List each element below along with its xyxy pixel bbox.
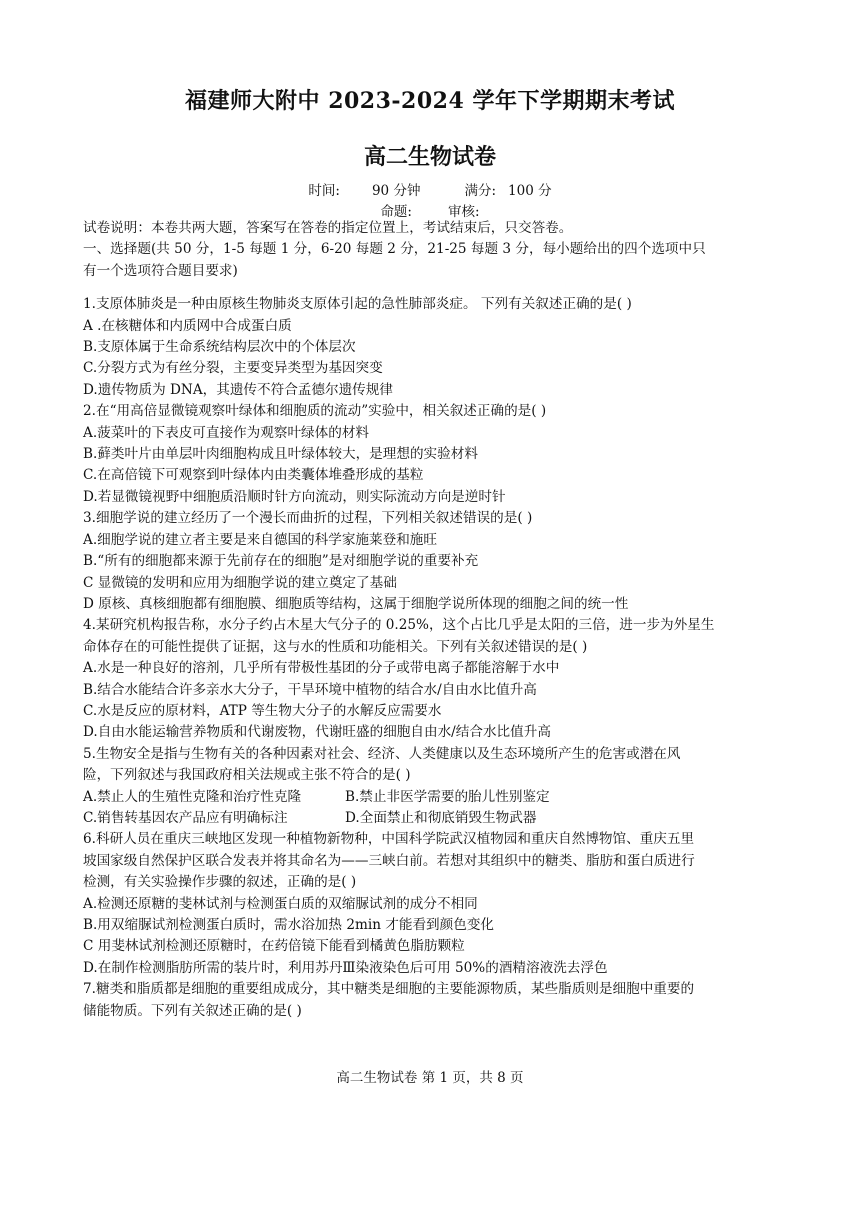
author-label: 命题: <box>380 204 412 220</box>
score-value: 100 分 <box>508 183 552 199</box>
question-stem-line1: 5.生物安全是指与生物有关的各种因素对社会、经济、人类健康以及生态环境所产生的危害或潜在风 <box>83 745 681 762</box>
question-stem: 1.支原体肺炎是一种由原核生物肺炎支原体引起的急性肺部炎症。 下列有关叙述正确的是( ) <box>83 296 632 313</box>
question-3 <box>83 508 775 615</box>
score-label: 满分: <box>464 183 497 199</box>
option-d: D 原核、真核细胞都有细胞膜、细胞质等结构，这属于细胞学说所体现的细胞之间的统一性 <box>83 595 629 612</box>
page-footer: 高二生物试卷 第 1 页，共 8 页 <box>336 1070 524 1086</box>
question-2 <box>83 401 775 508</box>
option-c: C.在高倍镜下可观察到叶绿体内由类囊体堆叠形成的基粒 <box>83 467 424 484</box>
section1-heading-line2: 有一个选项符合题目要求) <box>83 262 238 279</box>
option-b: B.“所有的细胞都来源于先前存在的细胞”是对细胞学说的重要补充 <box>83 553 479 570</box>
option-a: A.细胞学说的建立者主要是来自德国的科学家施莱登和施旺 <box>83 531 437 548</box>
option-d: D.在制作检测脂肪所需的装片时，利用苏丹Ⅲ染液染色后可用 50%的酒精溶液洗去浮色 <box>83 959 608 976</box>
option-c: C.分裂方式为有丝分裂，主要变异类型为基因突变 <box>83 360 383 377</box>
question-stem: 3.细胞学说的建立经历了一个漫长而曲折的过程，下列相关叙述错误的是( ) <box>83 510 533 527</box>
exam-time-score <box>0 179 860 199</box>
option-c: C 显微镜的发明和应用为细胞学说的建立奠定了基础 <box>83 574 397 591</box>
options-row <box>83 787 775 808</box>
question-stem-line1: 6.科研人员在重庆三峡地区发现一种植物新物种，中国科学院武汉植物园和重庆自然博物馆、重庆五里 <box>83 831 695 848</box>
question-7 <box>83 979 775 1022</box>
option-d: D.遗传物质为 DNA，其遗传不符合孟德尔遗传规律 <box>83 381 393 398</box>
question-stem-line2: 坡国家级自然保护区联合发表并将其命名为——三峡白前。若想对其组织中的糖类、脂肪和蛋白质进行 <box>83 852 695 869</box>
option-d: D.全面禁止和彻底销毁生物武器 <box>345 809 537 826</box>
option-c: C.水是反应的原材料，ATP 等生物大分子的水解反应需要水 <box>83 702 442 719</box>
reviewer-label: 审核: <box>448 204 480 220</box>
question-stem-line1: 4.某研究机构报告称，水分子约占木星大气分子的 0.25%，这个占比几乎是太阳的三倍，进一步为外星生 <box>83 617 715 634</box>
exam-subtitle: 高二生物试卷 <box>363 144 496 170</box>
option-a: A .在核糖体和内质网中合成蛋白质 <box>83 317 292 334</box>
time-value: 90 分钟 <box>371 183 421 199</box>
instructions: 试卷说明：本卷共两大题，答案写在答卷的指定位置上，考试结束后，只交答卷。 <box>83 220 573 236</box>
option-d: D.自由水能运输营养物质和代谢废物，代谢旺盛的细胞自由水/结合水比值升高 <box>83 724 551 741</box>
options-row <box>83 808 775 829</box>
option-c: C.销售转基因农产品应有明确标注 <box>83 809 288 826</box>
option-d: D.若显微镜视野中细胞质沿顺时针方向流动，则实际流动方向是逆时针 <box>83 488 506 505</box>
question-5 <box>83 744 775 830</box>
section1-heading-line1: 一、选择题(共 50 分，1-5 每题 1 分，6-20 每题 2 分，21-25 每题 3 分，每小题给出的四个选项中只 <box>83 241 706 258</box>
option-a: A.菠菜叶的下表皮可直接作为观察叶绿体的材料 <box>83 424 370 441</box>
option-b: B.用双缩脲试剂检测蛋白质时，需水浴加热 2min 才能看到颜色变化 <box>83 917 495 933</box>
time-label: 时间: <box>308 183 340 199</box>
question-6 <box>83 829 775 979</box>
option-a: A.检测还原糖的斐林试剂与检测蛋白质的双缩脲试剂的成分不相同 <box>83 895 478 912</box>
question-stem-line1: 7.糖类和脂质都是细胞的重要组成成分，其中糖类是细胞的主要能源物质，某些脂质则是细胞中重要的 <box>83 981 695 998</box>
question-stem-line2: 险，下列叙述与我国政府相关法规或主张不符合的是( ) <box>83 767 411 784</box>
question-stem-line2: 命体存在的可能性提供了证据，这与水的性质和功能相关。下列有关叙述错误的是( ) <box>83 638 588 655</box>
option-b: B.支原体属于生命系统结构层次中的个体层次 <box>83 339 356 356</box>
exam-authors <box>0 200 860 220</box>
option-a: A.禁止人的生殖性克隆和治疗性克隆 <box>83 788 302 805</box>
option-a: A.水是一种良好的溶剂，几乎所有带极性基团的分子或带电离子都能溶解于水中 <box>83 660 560 677</box>
question-1 <box>83 294 775 401</box>
option-b: B.藓类叶片由单层叶肉细胞构成且叶绿体较大，是理想的实验材料 <box>83 446 478 463</box>
question-stem-line2: 储能物质。下列有关叙述正确的是( ) <box>83 1002 302 1019</box>
exam-body <box>83 218 775 1022</box>
option-c: C 用斐林试剂检测还原糖时，在药倍镜下能看到橘黄色脂肪颗粒 <box>83 938 465 955</box>
question-stem-line3: 检测，有关实验操作步骤的叙述，正确的是( ) <box>83 874 357 891</box>
exam-title: 福建师大附中 2023-2024 学年下学期期末考试 <box>185 88 675 114</box>
question-stem: 2.在“用高倍显微镜观察叶绿体和细胞质的流动”实验中，相关叙述正确的是( ) <box>83 403 547 420</box>
option-b: B.结合水能结合许多亲水大分子，干旱环境中植物的结合水/自由水比值升高 <box>83 681 537 698</box>
option-b: B.禁止非医学需要的胎儿性别鉴定 <box>345 788 550 805</box>
question-4 <box>83 615 775 743</box>
